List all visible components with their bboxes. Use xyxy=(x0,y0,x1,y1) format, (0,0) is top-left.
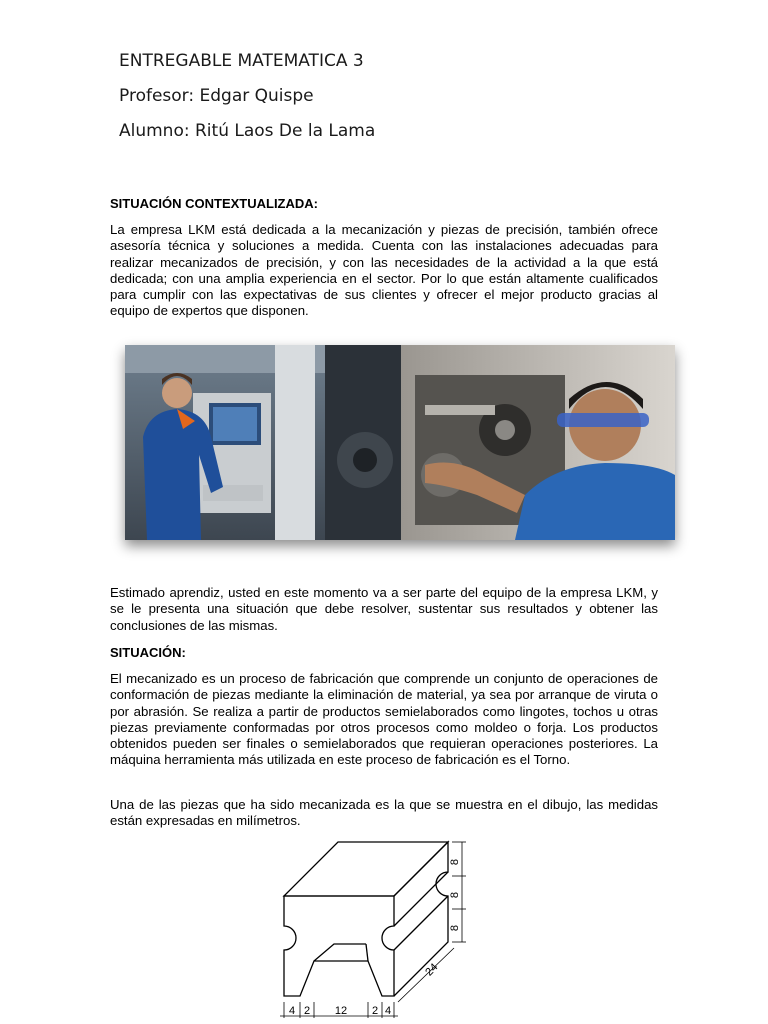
dim-label-bottom-5: 4 xyxy=(384,1005,392,1017)
dimension-lines xyxy=(280,842,466,1018)
header-professor: Profesor: Edgar Quispe xyxy=(119,86,314,106)
machining-photo xyxy=(125,345,675,540)
paragraph-pieza: Una de las piezas que ha sido mecanizada es la que se muestra en el dibujo, las medidas están expresadas en milímetros. xyxy=(110,797,658,829)
dim-label-bottom-1: 4 xyxy=(288,1005,296,1017)
paragraph-intro: Estimado aprendiz, usted en este momento va a ser parte del equipo de la empresa LKM, y se le presenta una situación que debe resolver, sustentar sus resultados y obtener las conclusiones de las mismas. xyxy=(110,585,658,633)
document-header xyxy=(119,44,375,149)
paragraph-company: La empresa LKM está dedicada a la mecanización y piezas de precisión, también ofrece asesoría técnica y soluciones a medida. Cuenta con las instalaciones adecuadas para realizar mecanizados de precisión, y con las necesidades de la actividad a la que está dedicada; con una amplia experiencia en el sector. Por lo que están altamente cualificados para cumplir con las expectativas de sus clientes y ofrecer el mejor producto gracias al equipo de expertos que disponen. xyxy=(110,222,658,319)
header-student: Alumno: Ritú Laos De la Lama xyxy=(119,121,376,141)
dim-label-bottom-3: 12 xyxy=(334,1005,348,1017)
header-title: ENTREGABLE MATEMATICA 3 xyxy=(119,51,364,71)
technical-drawing xyxy=(270,836,480,1024)
paragraph-mecanizado: El mecanizado es un proceso de fabricación que comprende un conjunto de operaciones de conformación de piezas mediante la eliminación de material, ya sea por arranque de viruta o por abrasión. Se realiza a partir de productos semielaborados como lingotes, tochos u otras piezas previamente conformadas por otros procesos como moldeo o forja. Los productos obtenidos pueden ser finales o semielaborados que requieran operaciones posteriores. La máquina herramienta más utilizada en este proceso de fabricación es el Torno. xyxy=(110,671,658,768)
dim-label-depth: 24 xyxy=(423,961,441,979)
section-title-situacion: SITUACIÓN: xyxy=(110,645,186,660)
dim-label-bottom-2: 2 xyxy=(303,1005,311,1017)
dim-label-bottom-4: 2 xyxy=(371,1005,379,1017)
dim-label-right-2: 8 xyxy=(449,891,461,899)
section-title-contextualizada: SITUACIÓN CONTEXTUALIZADA: xyxy=(110,196,318,211)
dim-label-right-3: 8 xyxy=(449,924,461,932)
part-outline xyxy=(284,842,448,996)
dim-label-right-1: 8 xyxy=(449,858,461,866)
machining-photo-illustration xyxy=(125,345,675,540)
